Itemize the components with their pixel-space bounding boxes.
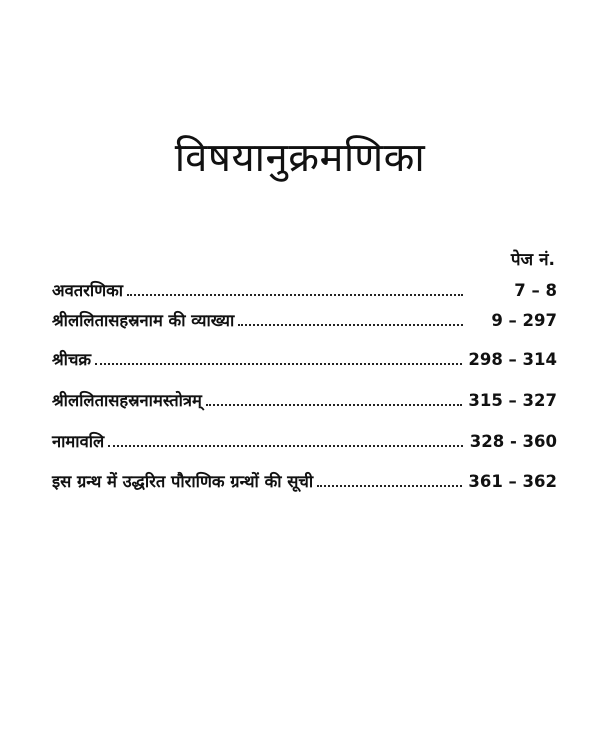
toc-entry-label: श्रीचक्र — [52, 350, 92, 369]
toc-entry — [52, 347, 557, 370]
toc-entry-pages: 9 – 297 — [491, 311, 557, 330]
toc-entry-pages: 315 – 327 — [468, 391, 557, 410]
dot-leader — [238, 324, 463, 326]
toc-entry — [52, 388, 557, 411]
toc-entry — [52, 429, 557, 452]
dot-leader — [95, 363, 462, 365]
dot-leader — [206, 404, 462, 406]
dot-leader — [127, 294, 463, 296]
toc-entry-label: अवतरणिका — [52, 281, 124, 300]
toc-entry-pages: 361 – 362 — [468, 472, 557, 491]
dot-leader — [317, 485, 462, 487]
toc-entry — [52, 308, 557, 331]
toc-entry-label: इस ग्रन्थ में उद्धरित पौराणिक ग्रन्थों की सूची — [52, 472, 314, 491]
toc-entry-pages: 328 - 360 — [469, 432, 557, 451]
toc-entry-label: श्रीललितासहस्रनामस्तोत्रम् — [52, 391, 202, 410]
toc-entry-pages: 298 – 314 — [468, 350, 557, 369]
toc-entry — [52, 278, 557, 301]
toc-entry — [52, 469, 557, 492]
toc-entry-label: नामावलि — [52, 432, 105, 451]
toc-entry-pages: 7 – 8 — [514, 281, 557, 300]
dot-leader — [108, 445, 463, 447]
toc-entry-label: श्रीललितासहस्रनाम की व्याख्या — [52, 311, 235, 330]
page-number-column-header: पेज नं. — [510, 250, 555, 270]
page-title: विषयानुक्रमणिका — [174, 135, 426, 181]
